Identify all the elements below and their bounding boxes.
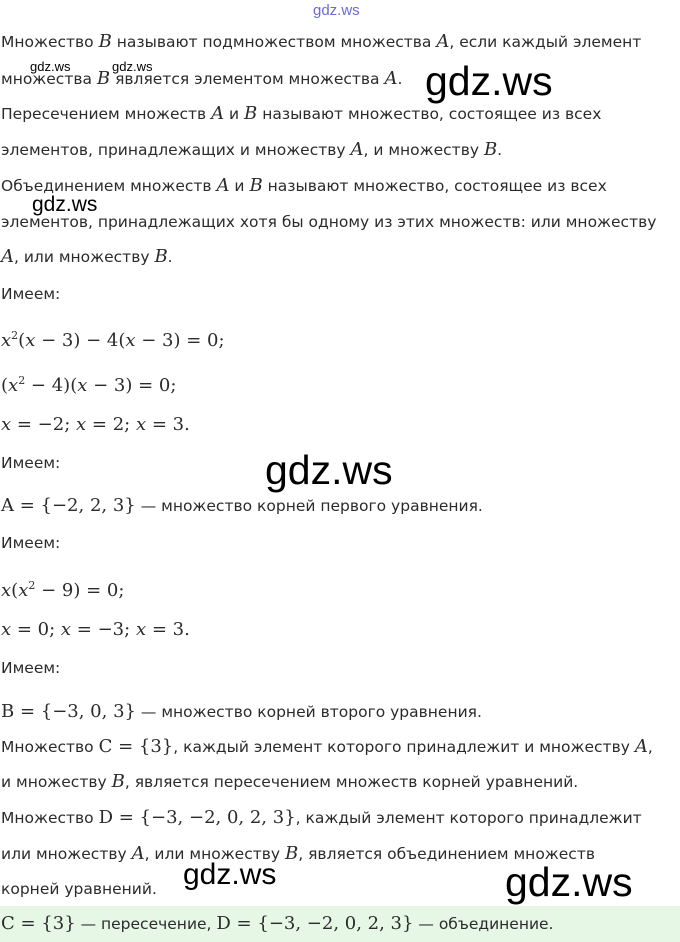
equation-3: x = −2; x = 2; x = 3.: [1, 414, 190, 435]
text-c-line-2: и множеству B, является пересечением множеств корней уравнений.: [1, 771, 579, 792]
text-line-5: Объединением множеств A и B называют множество, состоящее из всех: [1, 175, 607, 196]
final-answer: C = {3} — пересечение, D = {−3, −2, 0, 2, 3} — объединение.: [1, 913, 554, 934]
have-label-2: Имеем:: [1, 454, 61, 472]
text-line-3: Пересечением множеств A и B называют множество, состоящее из всех: [1, 103, 602, 124]
watermark-line6: gdz.ws: [32, 193, 98, 216]
text-line-7: A, или множеству B.: [1, 246, 173, 267]
text-d-line-2: или множеству A, или множеству B, является объединением множеств: [1, 843, 595, 864]
text-line-6: элементов, принадлежащих хотя бы одному из этих множеств: или множеству: [1, 213, 657, 231]
watermark-bottom-mid: gdz.ws: [183, 858, 277, 891]
watermark-small-left: gdz.ws: [30, 59, 71, 74]
have-label-1: Имеем:: [1, 285, 61, 303]
equation-4: $x(x^2 - 9) = 0$;: [1, 579, 125, 601]
set-a-line: A = {−2, 2, 3} — множество корней первого уравнения.: [1, 495, 483, 516]
text-line-2: множества B является элементом множества A.: [1, 68, 403, 89]
set-b-math: B = {−3, 0, 3}: [1, 701, 136, 722]
equation-2: $(x^2 - 4)(x - 3) = 0$;: [1, 374, 177, 396]
text-line-4: элементов, принадлежащих и множеству A, и множеству B.: [1, 139, 503, 160]
watermark-center: gdz.ws: [265, 447, 393, 493]
text-d-line-3: корней уравнений.: [1, 880, 157, 898]
watermark-large-top-right: gdz.ws: [425, 58, 553, 104]
watermark-bottom-right: gdz.ws: [505, 859, 633, 905]
set-a-math: A = {−2, 2, 3}: [1, 495, 136, 516]
set-b-line: B = {−3, 0, 3} — множество корней второго уравнения.: [1, 701, 482, 722]
equation-1: $x^2(x - 3) - 4(x - 3) = 0$;: [1, 329, 225, 351]
text-line-1: Множество B называют подмножеством множества A, если каждый элемент: [1, 31, 642, 52]
watermark-small-mid: gdz.ws: [112, 59, 153, 74]
have-label-3: Имеем:: [1, 534, 61, 552]
have-label-4: Имеем:: [1, 659, 61, 677]
text-d-line-1: Множество D = {−3, −2, 0, 2, 3}, каждый элемент которого принадлежит: [1, 807, 642, 828]
equation-5: x = 0; x = −3; x = 3.: [1, 619, 190, 640]
watermark-top: gdz.ws: [313, 2, 360, 19]
text-c-line-1: Множество C = {3}, каждый элемент которого принадлежит и множеству A,: [1, 736, 653, 757]
